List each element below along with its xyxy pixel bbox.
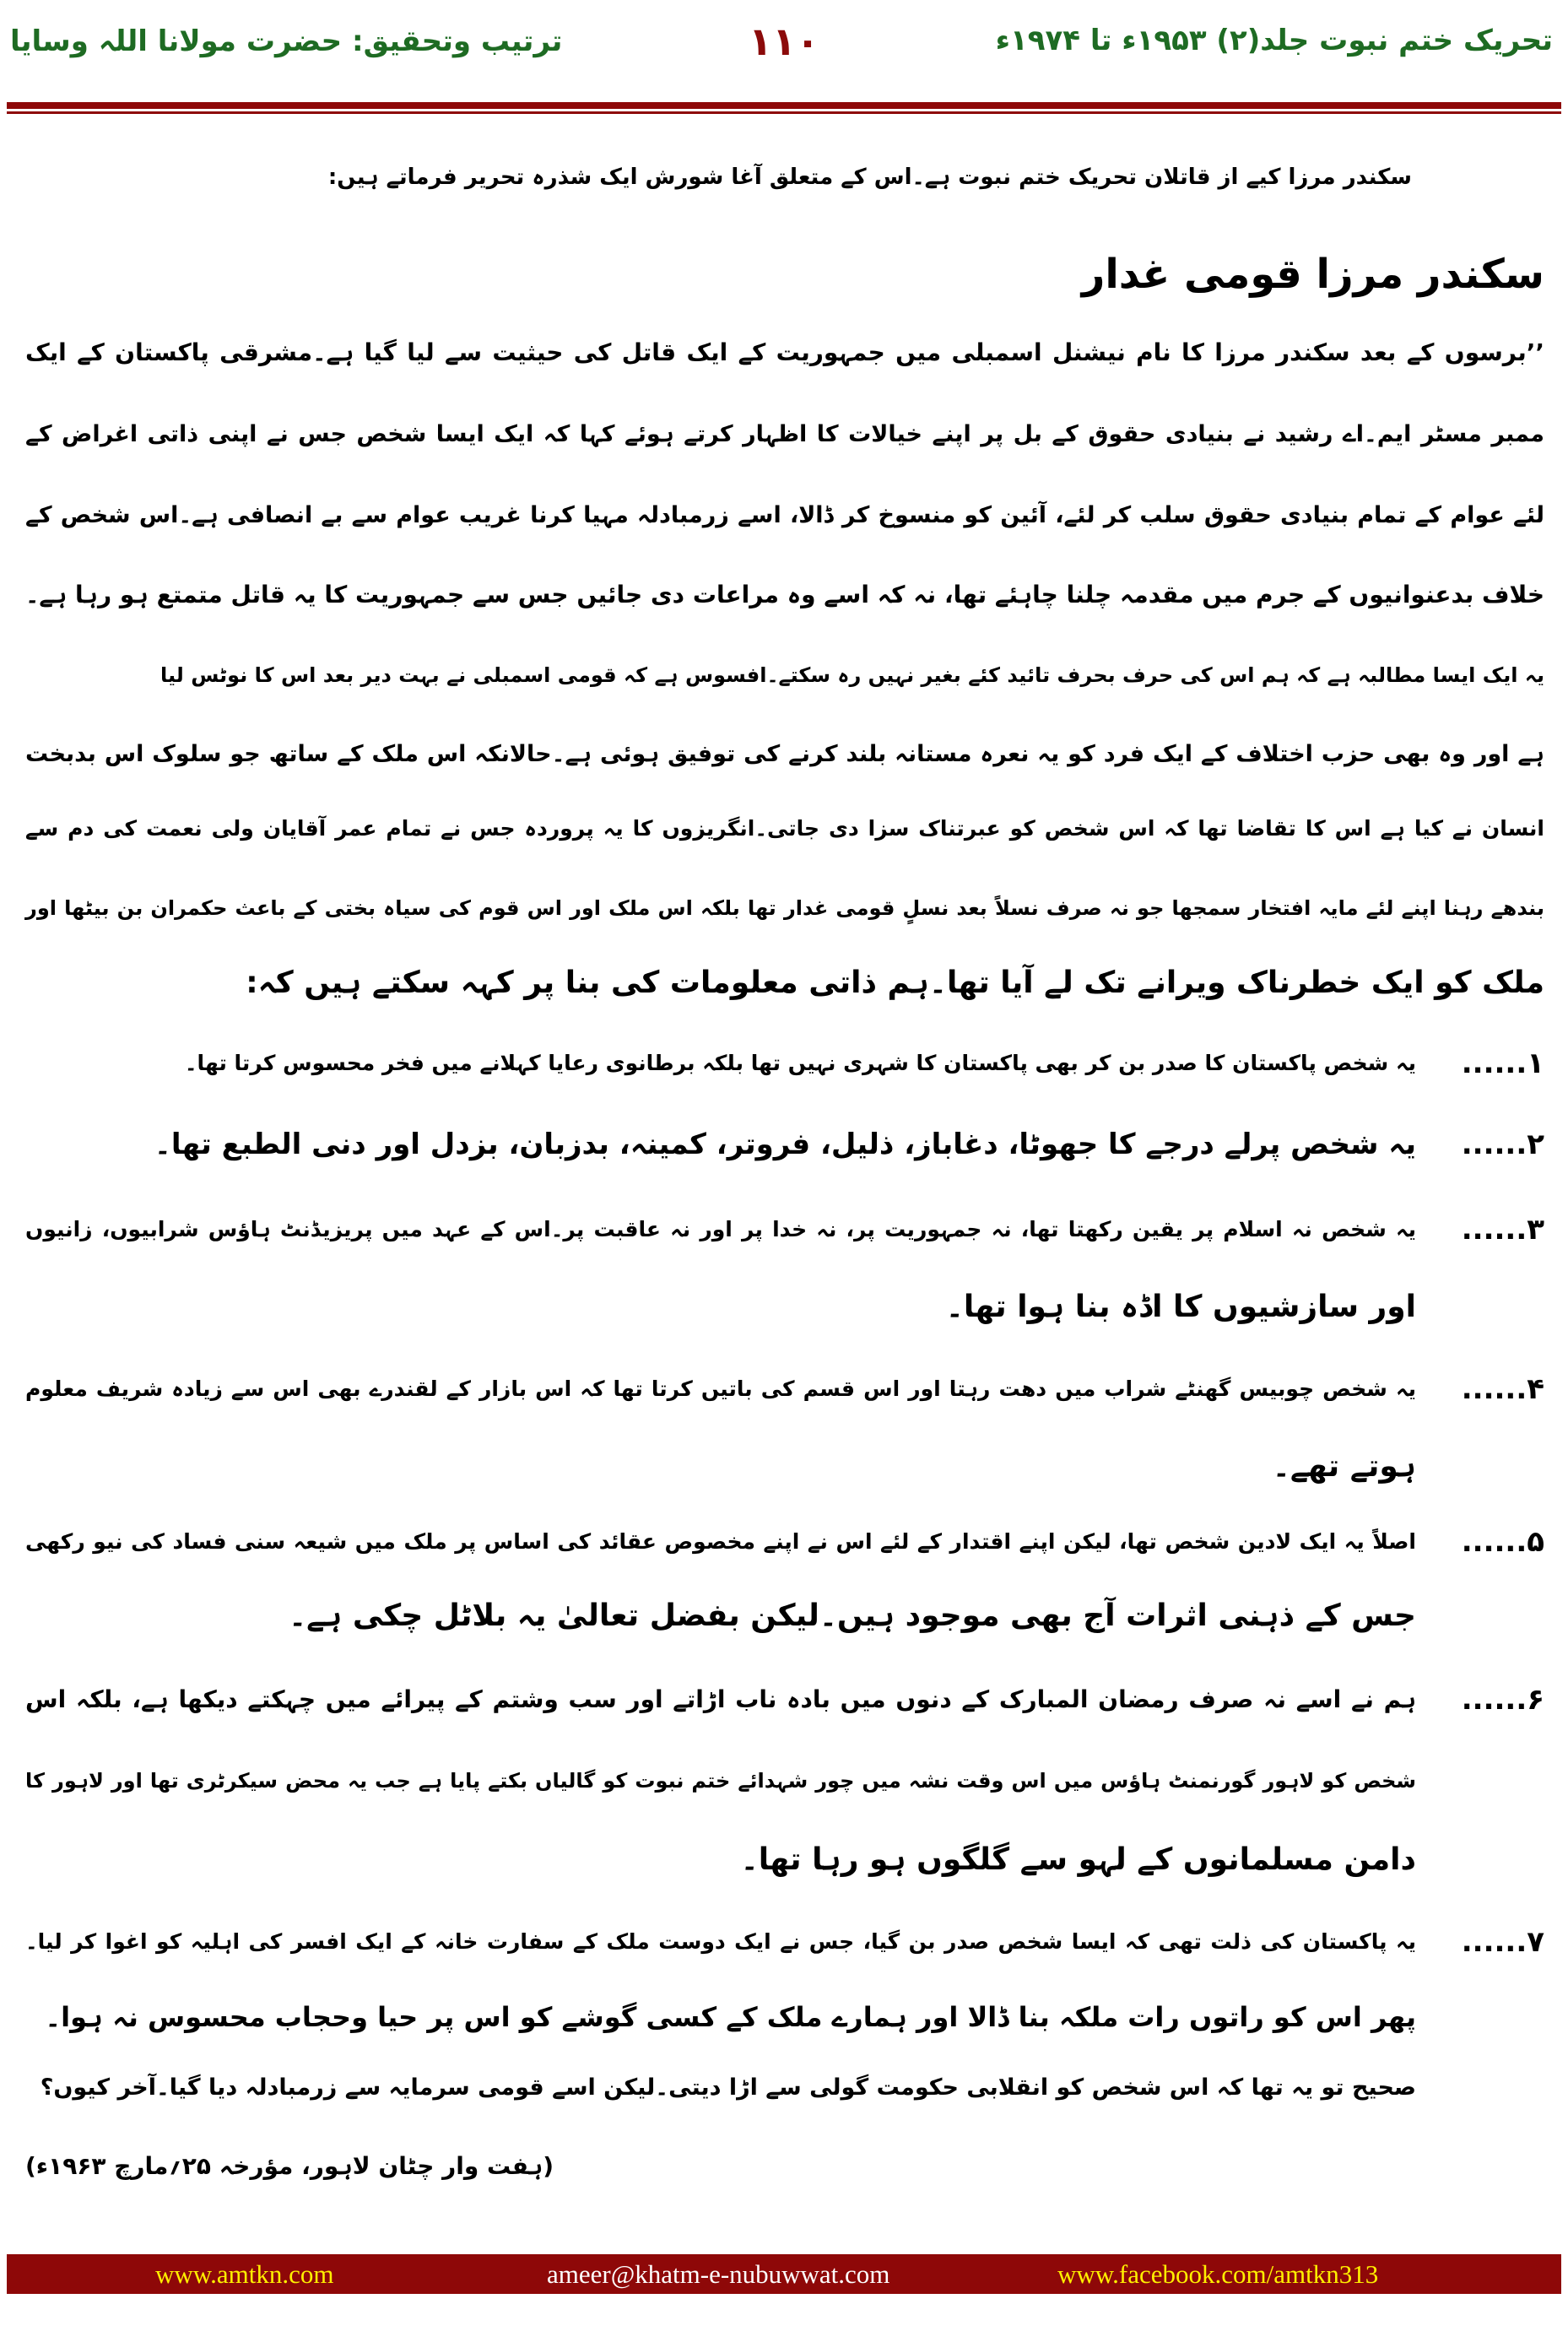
- list-item-line: شخص کو لاہور گورنمنٹ ہاؤس میں اس وقت نشہ میں چور شہدائے ختم نبوت کو گالیاں بکتے پایا ہے جب یہ محض سیکرٹری تھا اور لاہور کا: [25, 1769, 1416, 1793]
- item-number: ۷......: [1461, 1925, 1544, 1959]
- list-item-line: اصلاً یہ ایک لادین شخص تھا، لیکن اپنے اقتدار کے لئے اس نے اپنے مخصوص عقائد کی اساس پر ملک میں شیعہ سنی فساد کی نیو رکھی: [25, 1529, 1416, 1554]
- source-citation: (ہفت وار چٹان لاہور، مؤرخہ ۲۵؍مارچ ۱۹۶۳ء): [25, 2152, 554, 2180]
- intro-text: سکندر مرزا کیے از قاتلان تحریک ختم نبوت ہے۔اس کے متعلق آغا شورش ایک شذرہ تحریر فرماتے ہیں:: [327, 165, 1412, 190]
- footer-bar: [7, 2254, 1561, 2294]
- item-number: ۴......: [1461, 1372, 1544, 1406]
- para2-line: ہے اور وہ بھی حزب اختلاف کے ایک فرد کو یہ نعرہ مستانہ بلند کرنے کی توفیق ہوئی ہے۔حالانکہ اس ملک کے ساتھ جو سلوک اس بدبخت: [25, 741, 1544, 767]
- para1-line: ’’برسوں کے بعد سکندر مرزا کا نام نیشنل اسمبلی میں جمہوریت کے ایک قاتل کی حیثیت سے لیا گیا ہے۔مشرقی پاکستان کے ایک: [25, 338, 1544, 366]
- header-rule-thin: [7, 111, 1561, 114]
- item-number: ۱......: [1461, 1047, 1544, 1080]
- list-item-line: اور سازشیوں کا اڈہ بنا ہوا تھا۔: [945, 1290, 1416, 1324]
- book-title: تحریک ختم نبوت جلد(۲) ۱۹۵۳ء تا ۱۹۷۴ء: [995, 24, 1553, 57]
- list-item-line: ہم نے اسے نہ صرف رمضان المبارک کے دنوں میں بادہ ناب اڑاتے اور سب وشتم کے پیرائے میں چہکتے دیکھا ہے، بلکہ اس: [25, 1685, 1416, 1713]
- compiler-credit: ترتیب وتحقیق: حضرت مولانا اللہ وسایا: [10, 24, 563, 58]
- list-item-line: یہ شخص پاکستان کا صدر بن کر بھی پاکستان کا شہری نہیں تھا بلکہ برطانوی رعایا کہلانے میں فخر محسوس کرتا تھا۔: [184, 1051, 1416, 1075]
- header-rule-thick: [7, 102, 1561, 109]
- para1-line: خلاف بدعنوانیوں کے جرم میں مقدمہ چلنا چاہئے تھا، نہ کہ اسے وہ مراعات دی جائیں جس سے جمہوریت کا یہ قاتل متمتع ہو رہا ہے۔: [25, 581, 1544, 608]
- list-item-line: یہ پاکستان کی ذلت تھی کہ ایسا شخص صدر بن گیا، جس نے ایک دوست ملک کے سفارت خانہ کے ایک افسر کی اہلیہ کو اغوا کر لیا۔: [25, 1929, 1416, 1954]
- list-item-line: یہ شخص نہ اسلام پر یقین رکھتا تھا، نہ جمہوریت پر، نہ خدا پر اور نہ عاقبت پر۔اس کے عہد میں پریزیڈنٹ ہاؤس شرابیوں، زانیوں: [25, 1217, 1416, 1241]
- para1-line: ممبر مسٹر ایم۔اے رشید نے بنیادی حقوق کے بل پر اپنے خیالات کا اظہار کرتے ہوئے کہا کہ ایک ایسا شخص جس نے اپنی ذاتی اغراض کے: [25, 421, 1544, 447]
- website-link[interactable]: www.amtkn.com: [155, 2259, 334, 2289]
- list-item-line: یہ شخص پرلے درجے کا جھوٹا، دغاباز، ذلیل، فروتر، کمینہ، بدزبان، بزدل اور دنی الطبع تھا۔: [154, 1128, 1416, 1161]
- para2-line: انسان نے کیا ہے اس کا تقاضا تھا کہ اس شخص کو عبرتناک سزا دی جاتی۔انگریزوں کا یہ پروردہ جس نے تمام عمر آقایان ولی نعمت کی دم سے: [25, 816, 1544, 841]
- para1-line: لئے عوام کے تمام بنیادی حقوق سلب کر لئے، آئین کو منسوخ کر ڈالا، اسے زرمبادلہ مہیا کرنا غریب عوام سے بے انصافی ہے۔اس شخص کے: [25, 502, 1544, 528]
- list-item-line: جس کے ذہنی اثرات آج بھی موجود ہیں۔لیکن بفضل تعالیٰ یہ بلاٹل چکی ہے۔: [289, 1598, 1416, 1633]
- article-heading: سکندر مرزا قومی غدار: [1081, 251, 1544, 298]
- item-number: ۲......: [1461, 1128, 1544, 1161]
- facebook-link[interactable]: www.facebook.com/amtkn313: [1057, 2259, 1379, 2289]
- item-number: ۵......: [1461, 1525, 1544, 1559]
- list-item-line: صحیح تو یہ تھا کہ اس شخص کو انقلابی حکومت گولی سے اڑا دیتی۔لیکن اسے قومی سرمایہ سے زرمبادلہ دیا گیا۔آخر کیوں؟: [40, 2074, 1416, 2101]
- email-link[interactable]: ameer@khatm-e-nubuwwat.com: [547, 2259, 890, 2289]
- para2-line: یہ ایک ایسا مطالبہ ہے کہ ہم اس کی حرف بحرف تائید کئے بغیر نہیں رہ سکتے۔افسوس ہے کہ قومی اسمبلی نے بہت دیر بعد اس کا نوٹس لیا: [160, 663, 1544, 687]
- list-item-line: ہوتے تھے۔: [1272, 1449, 1416, 1484]
- para2-line: بندھے رہنا اپنے لئے مایہ افتخار سمجھا جو نہ صرف نسلاً بعد نسلٍ قومی غدار تھا بلکہ اس ملک اور اس قوم کی سیاہ بختی کے باعث حکمران بن بیٹھا اور: [25, 896, 1544, 920]
- item-number: ۶......: [1461, 1683, 1544, 1717]
- para2-line: ملک کو ایک خطرناک ویرانے تک لے آیا تھا۔ہم ذاتی معلومات کی بنا پر کہہ سکتے ہیں کہ:: [246, 965, 1544, 1000]
- list-item-line: دامن مسلمانوں کے لہو سے گلگوں ہو رہا تھا۔: [740, 1842, 1416, 1877]
- page-number: ۱۱۰: [748, 19, 820, 64]
- list-item-line: پھر اس کو راتوں رات ملکہ بنا ڈالا اور ہمارے ملک کے کسی گوشے کو اس پر حیا وحجاب محسوس نہ ہوا۔: [45, 2001, 1416, 2033]
- item-number: ۳......: [1461, 1213, 1544, 1247]
- list-item-line: یہ شخص چوبیس گھنٹے شراب میں دھت رہتا اور اس قسم کی باتیں کرتا تھا کہ اس بازار کے لقندرے بھی اس سے زیادہ شریف معلوم: [25, 1377, 1416, 1401]
